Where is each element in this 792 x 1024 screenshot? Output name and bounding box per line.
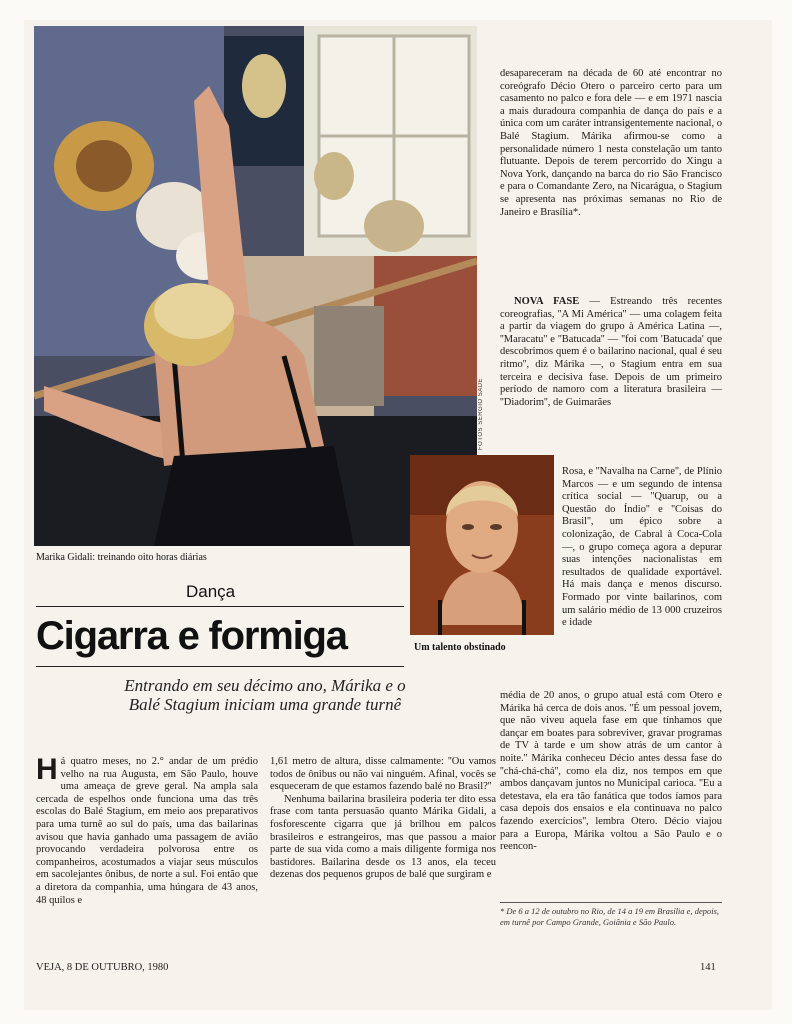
article-paragraph [36, 753, 258, 907]
article-subtitle: Entrando em seu décimo ano, Márika e o Balé Stagium iniciam uma grande turnê [124, 676, 406, 714]
headline-rule-bottom [36, 666, 404, 667]
footnote: * De 6 a 12 de outubro no Rio, de 14 a 19 em Brasília e, depois, em turnê por Campo Grande, Goiânia e São Paulo. [500, 906, 720, 927]
article-column-2 [270, 756, 496, 882]
paragraph-text: á quatro meses, no 2.° andar de um prédio velho na rua Augusta, em São Paulo, houve uma ameaça de greve geral. Na ampla sala cercada de espelhos onde funciona uma das três escolas do Balé Stagium, em meio aos preparativos para uma turnê ao sul do país, uma das bailarinas avisou que havia ganhado uma passagem de avião provocando verdadeira polvorosa entre os companheiros, acostumados a viajar seus músculos em sacolejantes ônibus, de norte a sul. Foi então que a diretora da companhia, uma húngara de 43 anos, 48 quilos e [36, 756, 258, 906]
portrait-image [410, 455, 554, 635]
main-photo-caption: Marika Gidali: treinando oito horas diárias [36, 552, 207, 563]
drop-cap: H [36, 753, 58, 786]
article-headline: Cigarra e formiga [36, 614, 347, 658]
portrait-caption: Um talento obstinado [414, 642, 506, 653]
headline-rule-top [36, 606, 404, 607]
article-paragraph: Nenhuma bailarina brasileira poderia ter dito essa frase com tanta persuasão quanto Márika Gidali, a fosforescente cigarra que já brilhou em palcos brasileiros e estrangeiros, mas que passou a maior parte de sua vida como a mais diligente formiga nos bastidores. Bailarina desde os 13 anos, ela teceu dezenas dos pequenos grupos de balé que surgiram e [270, 793, 496, 881]
article-paragraph: desapareceram na década de 60 até encontrar no coreógrafo Décio Otero o parceiro certo para um casamento no palco e fora dele — e em 1971 nascia a mais duradoura companhia de dança do país e a única com um caráter intransigentemente nacional, o Balé Stagium. Márika afirmou-se como a personalidade número 1 nesta constelação um tanto flutuante. Depois de terem percorrido do Xingu a Nova York, dançando na barca do rio São Francisco e para o Comandante Zero, na Nicarágua, o Stagium se apresenta nas próximas semanas no Rio de Janeiro e Brasília*. [500, 68, 722, 218]
section-label: Dança [186, 582, 236, 601]
portrait-photo [410, 455, 554, 635]
article-column-1 [36, 753, 258, 907]
article-column-3-middle [500, 296, 722, 409]
article-paragraph: média de 20 anos, o grupo atual está com Otero e Márika há cerca de dois anos. ''É um pessoal jovem, que não viveu aquela fase em que tínhamos que dançar em boates para sobreviver, gravar programas de TV à tarde e um show atrás de um cantor à noite.'' Márika conheceu Décio antes dessa fase do ''chá-chá-chá'', como ela diz, nos tempos em que ambos dançavam juntos no Municipal carioca. ''Eu a detestava, ela era tão fanática que todos íamos para casa depois dos ensaios e ela continuava no palco fazendo exercícios'', lembra Otero. Décio viajou para a Europa, Márika voltou a São Paulo e o reencon- [500, 690, 722, 853]
article-paragraph [500, 296, 722, 409]
article-paragraph: Rosa, e ''Navalha na Carne'', de Plínio Marcos — e um segundo de intensa crítica social — ''Quarup, ou a Questão do Índio'' e ''Coisas do Brasil'', um épico sobre a colonização, de Cabral à Coca-Cola —, o grupo começa agora a depurar suas intenções nacionalistas em resultados de qualidade exportável. Há mais dança e menos discurso. Formado por vinte bailarinos, com um salário médio de 13 000 cruzeiros e idade [562, 466, 722, 629]
photo-credit: FOTOS SERGIO SADE [478, 377, 484, 450]
article-column-3-narrow [562, 466, 722, 630]
article-paragraph: 1,61 metro de altura, disse calmamente: ''Ou vamos todos de ônibus ou não vai ninguém. Afinal, vocês se esqueceram de que estamos fazendo balé no Brasil?'' [270, 756, 496, 793]
article-column-3-top [500, 68, 722, 219]
page-number: 141 [700, 962, 716, 973]
issue-folio: VEJA, 8 DE OUTUBRO, 1980 [36, 962, 169, 973]
paragraph-text: — Estreando três recentes coreografias, ''A Mi América'' — uma colagem feita a partir da viagem do grupo à América Latina —, ''Maracatu'' e ''Batucada'' — ''foi com 'Batucada' que descobrimos quem é o bailarino nacional, qual é seu ritmo'', diz Márika —, o Stagium entra em sua terceira e decisiva fase. Depois de um primeiro período de namoro com a literatura brasileira — ''Diadorim'', de Guimarães [500, 296, 722, 408]
footnote-rule [500, 902, 722, 903]
subhead-lead-in: NOVA FASE [514, 296, 580, 307]
article-column-3-bottom [500, 690, 722, 854]
